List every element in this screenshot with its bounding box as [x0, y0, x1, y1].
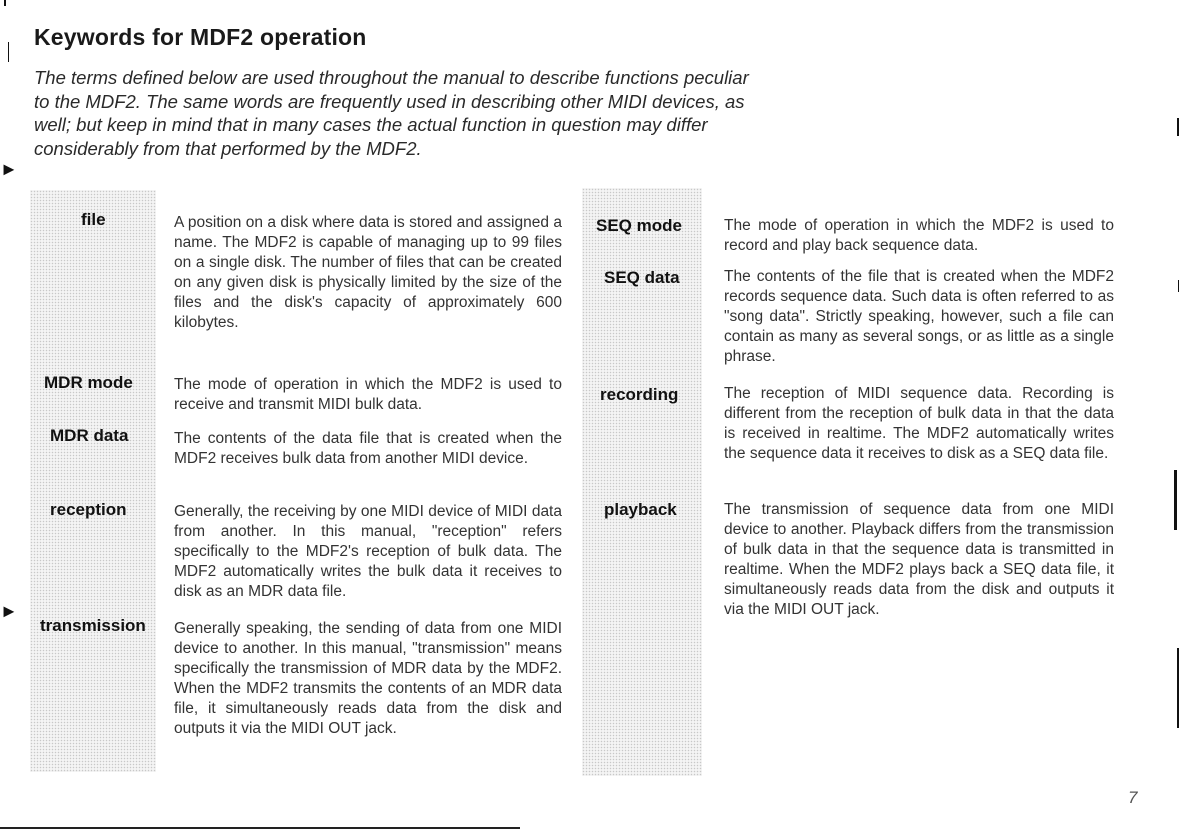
- corner-mark-icon-lower: ►: [0, 601, 18, 621]
- definition-mdr-data: The contents of the data file that is created when the MDF2 receives bulk data from another MIDI device.: [174, 430, 562, 467]
- right-margin-tick-4: [1177, 648, 1179, 728]
- definition-transmission: Generally speaking, the sending of data from one MIDI device to another. In this manual, "transmission" means specifically the transmission of MDR data by the MDF2. When the MDF2 transmits the contents of an MDR data file, it simultaneously reads data from the disk and outputs it via the MIDI OUT jack.: [174, 620, 562, 737]
- bottom-rule: [0, 827, 520, 829]
- definition-recording: The reception of MIDI sequence data. Recording is different from the reception of bulk data in that the data is received in realtime. The MDF2 automatically writes the sequence data it receives to disk as a SEQ data file.: [724, 385, 1114, 462]
- definition-seq-mode: The mode of operation in which the MDF2 is used to record and play back sequence data.: [724, 217, 1114, 254]
- intro-paragraph: The terms defined below are used throughout the manual to describe functions peculiar to the MDF2. The same words are frequently used in describing other MIDI devices, as well; but keep in mind that in many cases the actual function in question may differ considerably from that performed by the MDF2.: [34, 67, 749, 159]
- right-margin-tick-3: [1174, 470, 1177, 530]
- term-playback: playback: [604, 500, 677, 519]
- term-seq-mode: SEQ mode: [596, 216, 682, 235]
- page-title: Keywords for MDF2 operation: [34, 24, 367, 50]
- definition-playback: The transmission of sequence data from one MIDI device to another. Playback differs from the transmission of bulk data in that the sequence data is transmitted in realtime. When the MDF2 plays back a SEQ data file, it simultaneously reads data from the disk and outputs it via the MIDI OUT jack.: [724, 501, 1114, 618]
- page-number: 7: [1128, 788, 1138, 807]
- definition-seq-data: The contents of the file that is created when the MDF2 records sequence data. Such data is often referred to as "song data". Strictly speaking, however, such a file can contain as many as several songs, or as little as a single phrase.: [724, 268, 1114, 365]
- right-margin-tick-1: [1177, 118, 1179, 136]
- term-mdr-mode: MDR mode: [44, 373, 133, 392]
- term-reception: reception: [50, 500, 127, 519]
- right-margin-tick-2: [1178, 280, 1179, 292]
- term-file: file: [81, 210, 106, 229]
- left-term-column: [30, 190, 156, 772]
- definition-mdr-mode: The mode of operation in which the MDF2 is used to receive and transmit MIDI bulk data.: [174, 376, 562, 413]
- definition-file: A position on a disk where data is stored and assigned a name. The MDF2 is capable of managing up to 99 files on a single disk. The number of files that can be created on any given disk is physically limited by the size of the files and the disk's capacity of approximately 600 kilobytes.: [174, 214, 562, 331]
- margin-tick-top: [4, 0, 6, 6]
- term-seq-data: SEQ data: [604, 268, 680, 287]
- definition-reception: Generally, the receiving by one MIDI device of MIDI data from another. In this manual, "reception" refers specifically to the MDF2's reception of bulk data. The MDF2 automatically writes the bulk data it receives to disk as an MDR data file.: [174, 503, 562, 600]
- term-mdr-data: MDR data: [50, 426, 129, 445]
- margin-tick-title: [8, 42, 9, 62]
- term-recording: recording: [600, 385, 679, 404]
- corner-mark-icon-upper: ►: [0, 159, 18, 179]
- term-transmission: transmission: [40, 616, 146, 635]
